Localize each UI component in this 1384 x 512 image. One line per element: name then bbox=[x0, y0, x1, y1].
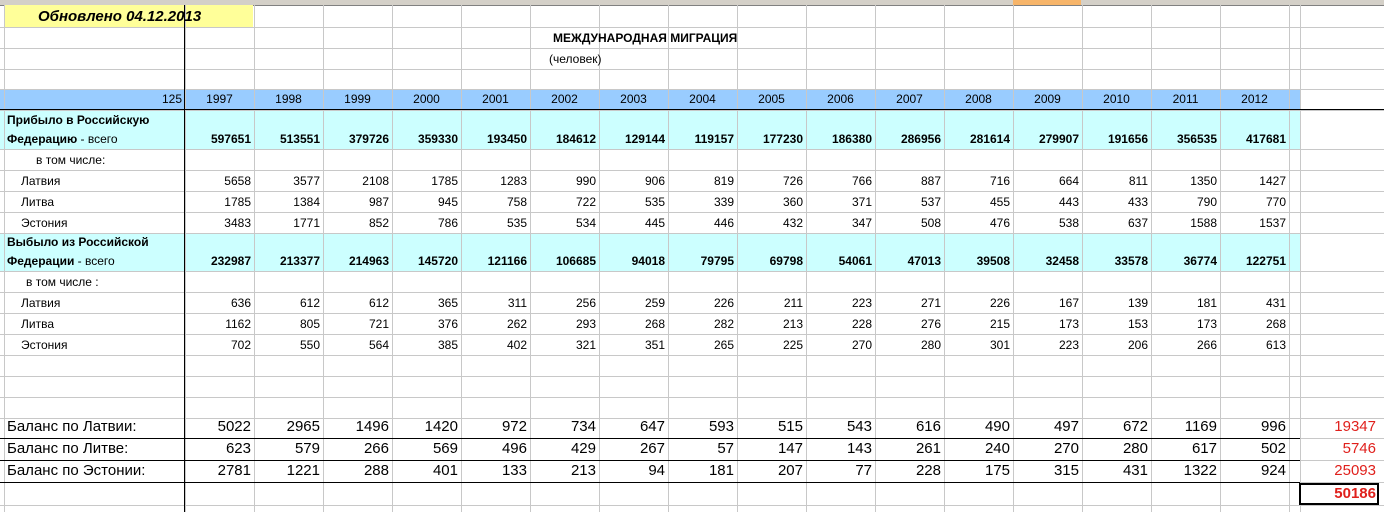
data-cell[interactable]: 597651 bbox=[210, 132, 251, 146]
year-header-cell[interactable]: 2004 bbox=[689, 92, 716, 106]
data-cell[interactable]: 637 bbox=[1127, 216, 1148, 230]
data-cell[interactable]: 339 bbox=[713, 195, 734, 209]
data-cell[interactable]: 702 bbox=[230, 338, 251, 352]
data-cell[interactable]: 887 bbox=[920, 174, 941, 188]
data-cell[interactable]: 1283 bbox=[500, 174, 527, 188]
data-cell[interactable]: 181 bbox=[708, 462, 734, 479]
data-cell[interactable]: 223 bbox=[1058, 338, 1079, 352]
data-cell[interactable]: 356535 bbox=[1176, 132, 1217, 146]
data-cell[interactable]: 39508 bbox=[976, 254, 1010, 268]
data-cell[interactable]: 121166 bbox=[487, 254, 527, 268]
data-cell[interactable]: 167 bbox=[1058, 296, 1079, 310]
data-cell[interactable]: 721 bbox=[368, 317, 389, 331]
year-header-cell[interactable]: 2002 bbox=[551, 92, 578, 106]
data-cell[interactable]: 271 bbox=[920, 296, 941, 310]
data-cell[interactable]: 1771 bbox=[293, 216, 320, 230]
data-cell[interactable]: 315 bbox=[1053, 462, 1079, 479]
data-cell[interactable]: 288 bbox=[363, 462, 389, 479]
arrived-label-line1: Прибыло в Российскую bbox=[7, 113, 150, 127]
year-header-cell[interactable]: 1998 bbox=[275, 92, 302, 106]
data-cell[interactable]: 215 bbox=[989, 317, 1010, 331]
data-cell[interactable]: 5658 bbox=[224, 174, 251, 188]
data-cell[interactable]: 805 bbox=[299, 317, 320, 331]
data-cell[interactable]: 173 bbox=[1196, 317, 1217, 331]
data-cell[interactable]: 497 bbox=[1053, 418, 1079, 435]
data-cell[interactable]: 347 bbox=[851, 216, 872, 230]
arrived-incl-label: в том числе: bbox=[36, 153, 106, 167]
year-header-cell[interactable]: 2000 bbox=[413, 92, 440, 106]
data-cell[interactable]: 616 bbox=[915, 418, 941, 435]
data-cell[interactable]: 535 bbox=[506, 216, 527, 230]
data-cell[interactable]: 360 bbox=[782, 195, 803, 209]
data-cell[interactable]: 259 bbox=[644, 296, 665, 310]
data-cell[interactable]: 184612 bbox=[555, 132, 596, 146]
year-header-cell[interactable]: 2008 bbox=[965, 92, 992, 106]
data-cell[interactable]: 758 bbox=[506, 195, 527, 209]
data-cell[interactable]: 173 bbox=[1058, 317, 1079, 331]
data-cell[interactable]: 371 bbox=[851, 195, 872, 209]
data-cell[interactable]: 181 bbox=[1196, 296, 1217, 310]
year-header-cell[interactable]: 2003 bbox=[620, 92, 647, 106]
data-cell[interactable]: 286956 bbox=[900, 132, 941, 146]
data-cell[interactable]: 240 bbox=[984, 440, 1010, 457]
data-cell[interactable]: 186380 bbox=[831, 132, 872, 146]
data-cell[interactable]: 293 bbox=[575, 317, 596, 331]
data-cell[interactable]: 379726 bbox=[348, 132, 389, 146]
data-cell[interactable]: 301 bbox=[989, 338, 1010, 352]
departed-label-line2 bbox=[7, 251, 115, 271]
year-header-cell[interactable]: 1999 bbox=[344, 92, 371, 106]
data-cell[interactable]: 1350 bbox=[1190, 174, 1217, 188]
data-cell[interactable]: 213 bbox=[570, 462, 596, 479]
data-cell[interactable]: 270 bbox=[851, 338, 872, 352]
year-header-cell[interactable]: 2007 bbox=[896, 92, 923, 106]
grid-hline bbox=[0, 271, 1384, 272]
data-cell[interactable]: 496 bbox=[501, 440, 527, 457]
row-label: Литва bbox=[21, 195, 54, 209]
data-cell[interactable]: 256 bbox=[575, 296, 596, 310]
balance-underline bbox=[0, 482, 1300, 483]
data-cell[interactable]: 515 bbox=[777, 418, 803, 435]
data-cell[interactable]: 94018 bbox=[631, 254, 665, 268]
data-cell[interactable]: 106685 bbox=[555, 254, 596, 268]
data-cell[interactable]: 145720 bbox=[417, 254, 458, 268]
arrived-label-bold: Федерацию bbox=[7, 132, 78, 146]
data-cell[interactable]: 213 bbox=[782, 317, 803, 331]
data-cell[interactable]: 213377 bbox=[279, 254, 320, 268]
data-cell[interactable]: 432 bbox=[782, 216, 803, 230]
data-cell[interactable]: 276 bbox=[920, 317, 941, 331]
data-cell[interactable]: 77 bbox=[855, 462, 872, 479]
data-cell[interactable]: 1221 bbox=[286, 462, 320, 479]
balance-label: Баланс по Литве: bbox=[7, 440, 129, 457]
data-cell[interactable]: 490 bbox=[984, 418, 1010, 435]
data-cell[interactable]: 139 bbox=[1127, 296, 1148, 310]
data-cell[interactable]: 535 bbox=[644, 195, 665, 209]
data-cell[interactable]: 636 bbox=[230, 296, 251, 310]
data-cell[interactable]: 579 bbox=[294, 440, 320, 457]
balance-label: Баланс по Латвии: bbox=[7, 418, 137, 435]
departed-label-suffix: - всего bbox=[74, 254, 115, 268]
data-cell[interactable]: 770 bbox=[1265, 195, 1286, 209]
data-cell[interactable]: 819 bbox=[713, 174, 734, 188]
data-cell[interactable]: 279907 bbox=[1038, 132, 1079, 146]
data-cell[interactable]: 972 bbox=[501, 418, 527, 435]
data-cell[interactable]: 175 bbox=[984, 462, 1010, 479]
arrived-label-line2 bbox=[7, 129, 118, 149]
selected-column-header[interactable] bbox=[1013, 0, 1081, 6]
data-cell[interactable]: 281614 bbox=[969, 132, 1010, 146]
data-cell[interactable]: 129144 bbox=[624, 132, 665, 146]
data-cell[interactable]: 265 bbox=[713, 338, 734, 352]
departed-label-line1: Выбыло из Российской bbox=[7, 235, 149, 249]
year-header-cell[interactable]: 2005 bbox=[758, 92, 785, 106]
data-cell[interactable]: 94 bbox=[648, 462, 665, 479]
data-cell[interactable]: 69798 bbox=[769, 254, 803, 268]
data-cell[interactable]: 1169 bbox=[1184, 418, 1217, 435]
grid-hline bbox=[0, 110, 1384, 111]
data-cell[interactable]: 228 bbox=[915, 462, 941, 479]
data-cell[interactable]: 593 bbox=[708, 418, 734, 435]
data-cell[interactable]: 232987 bbox=[210, 254, 251, 268]
row-label: Латвия bbox=[21, 174, 61, 188]
data-cell[interactable]: 790 bbox=[1196, 195, 1217, 209]
data-cell[interactable]: 446 bbox=[713, 216, 734, 230]
data-cell[interactable]: 612 bbox=[368, 296, 389, 310]
year-header-cell[interactable]: 2011 bbox=[1172, 92, 1199, 106]
data-cell[interactable]: 1785 bbox=[431, 174, 458, 188]
data-cell[interactable]: 550 bbox=[299, 338, 320, 352]
data-cell[interactable]: 401 bbox=[432, 462, 458, 479]
data-cell[interactable]: 207 bbox=[777, 462, 803, 479]
data-cell[interactable]: 351 bbox=[644, 338, 665, 352]
data-cell[interactable]: 1588 bbox=[1190, 216, 1217, 230]
grid-hline bbox=[0, 48, 1384, 49]
data-cell[interactable]: 267 bbox=[639, 440, 665, 457]
data-cell[interactable]: 734 bbox=[570, 418, 596, 435]
data-cell[interactable]: 612 bbox=[299, 296, 320, 310]
page-title: МЕЖДУНАРОДНАЯ МИГРАЦИЯ bbox=[553, 31, 738, 45]
data-cell[interactable]: 206 bbox=[1127, 338, 1148, 352]
data-cell[interactable]: 119157 bbox=[694, 132, 734, 146]
data-cell[interactable]: 431 bbox=[1122, 462, 1148, 479]
data-cell[interactable]: 476 bbox=[989, 216, 1010, 230]
grid-hline bbox=[0, 355, 1384, 356]
data-cell[interactable]: 987 bbox=[368, 195, 389, 209]
data-cell[interactable]: 54061 bbox=[838, 254, 872, 268]
data-cell[interactable]: 282 bbox=[713, 317, 734, 331]
data-cell[interactable]: 376 bbox=[437, 317, 458, 331]
data-cell[interactable]: 214963 bbox=[348, 254, 389, 268]
data-cell[interactable]: 36774 bbox=[1183, 254, 1217, 268]
data-cell[interactable]: 268 bbox=[1265, 317, 1286, 331]
data-cell[interactable]: 538 bbox=[1058, 216, 1079, 230]
data-cell[interactable]: 429 bbox=[570, 440, 596, 457]
data-cell[interactable]: 311 bbox=[507, 296, 527, 310]
arrived-label-suffix: - всего bbox=[77, 132, 118, 146]
grid-hline bbox=[0, 397, 1384, 398]
data-cell[interactable]: 262 bbox=[506, 317, 527, 331]
data-cell[interactable]: 321 bbox=[575, 338, 596, 352]
row-number-cell[interactable]: 125 bbox=[161, 92, 182, 106]
data-cell[interactable]: 193450 bbox=[486, 132, 527, 146]
data-cell[interactable]: 945 bbox=[437, 195, 458, 209]
data-cell[interactable]: 664 bbox=[1058, 174, 1079, 188]
data-cell[interactable]: 811 bbox=[1128, 174, 1148, 188]
data-cell[interactable]: 226 bbox=[713, 296, 734, 310]
year-header-cell[interactable]: 1997 bbox=[206, 92, 233, 106]
grid-hline bbox=[0, 149, 1384, 150]
data-cell[interactable]: 716 bbox=[989, 174, 1010, 188]
data-cell[interactable]: 617 bbox=[1191, 440, 1217, 457]
data-cell[interactable]: 2965 bbox=[286, 418, 320, 435]
data-cell[interactable]: 443 bbox=[1058, 195, 1079, 209]
data-cell[interactable]: 79795 bbox=[700, 254, 734, 268]
data-cell[interactable]: 722 bbox=[575, 195, 596, 209]
data-cell[interactable]: 266 bbox=[1196, 338, 1217, 352]
header-underline bbox=[0, 109, 1384, 110]
data-cell[interactable]: 223 bbox=[851, 296, 872, 310]
data-cell[interactable]: 2108 bbox=[362, 174, 389, 188]
balance-sum[interactable]: 19347 bbox=[1334, 418, 1376, 435]
data-cell[interactable]: 177230 bbox=[762, 132, 803, 146]
data-cell[interactable]: 226 bbox=[989, 296, 1010, 310]
data-cell[interactable]: 143 bbox=[846, 440, 872, 457]
data-cell[interactable]: 268 bbox=[644, 317, 665, 331]
data-cell[interactable]: 726 bbox=[782, 174, 803, 188]
data-cell[interactable]: 225 bbox=[782, 338, 803, 352]
data-cell[interactable]: 3577 bbox=[293, 174, 320, 188]
unit-label: (человек) bbox=[549, 52, 602, 66]
data-cell[interactable]: 2781 bbox=[217, 462, 251, 479]
data-cell[interactable]: 445 bbox=[644, 216, 665, 230]
data-cell[interactable]: 47013 bbox=[907, 254, 941, 268]
data-cell[interactable]: 280 bbox=[1122, 440, 1148, 457]
data-cell[interactable]: 211 bbox=[783, 296, 803, 310]
data-cell[interactable]: 852 bbox=[368, 216, 389, 230]
row-label: Эстония bbox=[21, 216, 68, 230]
data-cell[interactable]: 1322 bbox=[1183, 462, 1217, 479]
data-cell[interactable]: 924 bbox=[1260, 462, 1286, 479]
data-cell[interactable]: 1537 bbox=[1259, 216, 1286, 230]
data-cell[interactable]: 543 bbox=[846, 418, 872, 435]
data-cell[interactable]: 365 bbox=[437, 296, 458, 310]
data-cell[interactable]: 33578 bbox=[1114, 254, 1148, 268]
grand-total: 50186 bbox=[1334, 485, 1376, 502]
year-header-cell[interactable]: 2009 bbox=[1034, 92, 1061, 106]
balance-label: Баланс по Эстонии: bbox=[7, 462, 146, 479]
data-cell[interactable]: 191656 bbox=[1107, 132, 1148, 146]
row-label: Литва bbox=[21, 317, 54, 331]
data-cell[interactable]: 1384 bbox=[293, 195, 320, 209]
departed-incl-label: в том числе : bbox=[26, 275, 99, 289]
grid-hline bbox=[0, 376, 1384, 377]
data-cell[interactable]: 57 bbox=[717, 440, 734, 457]
data-cell[interactable]: 786 bbox=[437, 216, 458, 230]
data-cell[interactable]: 153 bbox=[1127, 317, 1148, 331]
data-cell[interactable]: 996 bbox=[1260, 418, 1286, 435]
data-cell[interactable]: 534 bbox=[575, 216, 596, 230]
data-cell[interactable]: 1785 bbox=[224, 195, 251, 209]
data-cell[interactable]: 417681 bbox=[1245, 132, 1286, 146]
data-cell[interactable]: 537 bbox=[920, 195, 941, 209]
data-cell[interactable]: 261 bbox=[915, 440, 941, 457]
grid-vline bbox=[4, 5, 5, 512]
row-label: Латвия bbox=[21, 296, 61, 310]
data-cell[interactable]: 402 bbox=[506, 338, 527, 352]
data-cell[interactable]: 359330 bbox=[417, 132, 458, 146]
data-cell[interactable]: 433 bbox=[1127, 195, 1148, 209]
data-cell[interactable]: 1427 bbox=[1259, 174, 1286, 188]
year-header-cell[interactable]: 2001 bbox=[482, 92, 509, 106]
updated-note: Обновлено 04.12.2013 bbox=[38, 8, 202, 25]
data-cell[interactable]: 122751 bbox=[1245, 254, 1286, 268]
year-header-cell[interactable]: 2012 bbox=[1241, 92, 1268, 106]
data-cell[interactable]: 564 bbox=[368, 338, 389, 352]
data-cell[interactable]: 1496 bbox=[355, 418, 389, 435]
row-label: Эстония bbox=[21, 338, 68, 352]
data-cell[interactable]: 1420 bbox=[424, 418, 458, 435]
grid-hline bbox=[0, 505, 1384, 506]
data-cell[interactable]: 5022 bbox=[217, 418, 251, 435]
data-cell[interactable]: 133 bbox=[501, 462, 527, 479]
data-cell[interactable]: 672 bbox=[1122, 418, 1148, 435]
grid-vline bbox=[1289, 5, 1290, 512]
departed-label-bold: Федерации bbox=[7, 254, 75, 268]
data-cell[interactable]: 32458 bbox=[1045, 254, 1079, 268]
data-cell[interactable]: 508 bbox=[920, 216, 941, 230]
data-cell[interactable]: 455 bbox=[989, 195, 1010, 209]
data-cell[interactable]: 385 bbox=[437, 338, 458, 352]
balance-sum[interactable]: 25093 bbox=[1334, 462, 1376, 479]
year-header-cell[interactable]: 2006 bbox=[827, 92, 854, 106]
balance-sum[interactable]: 5746 bbox=[1342, 440, 1376, 457]
data-cell[interactable]: 647 bbox=[639, 418, 665, 435]
grid-hline bbox=[0, 69, 1384, 70]
data-cell[interactable]: 502 bbox=[1260, 440, 1286, 457]
data-cell[interactable]: 766 bbox=[851, 174, 872, 188]
grid-hline bbox=[0, 233, 1384, 234]
data-cell[interactable]: 266 bbox=[363, 440, 389, 457]
data-cell[interactable]: 623 bbox=[225, 440, 251, 457]
data-cell[interactable]: 990 bbox=[575, 174, 596, 188]
data-cell[interactable]: 147 bbox=[777, 440, 803, 457]
data-cell[interactable]: 569 bbox=[432, 440, 458, 457]
data-cell[interactable]: 3483 bbox=[224, 216, 251, 230]
data-cell[interactable]: 270 bbox=[1053, 440, 1079, 457]
data-cell[interactable]: 613 bbox=[1265, 338, 1286, 352]
data-cell[interactable]: 513551 bbox=[279, 132, 320, 146]
data-cell[interactable]: 906 bbox=[644, 174, 665, 188]
data-cell[interactable]: 431 bbox=[1265, 296, 1286, 310]
year-header-cell[interactable]: 2010 bbox=[1103, 92, 1130, 106]
data-cell[interactable]: 280 bbox=[920, 338, 941, 352]
data-cell[interactable]: 1162 bbox=[225, 317, 251, 331]
data-cell[interactable]: 228 bbox=[851, 317, 872, 331]
